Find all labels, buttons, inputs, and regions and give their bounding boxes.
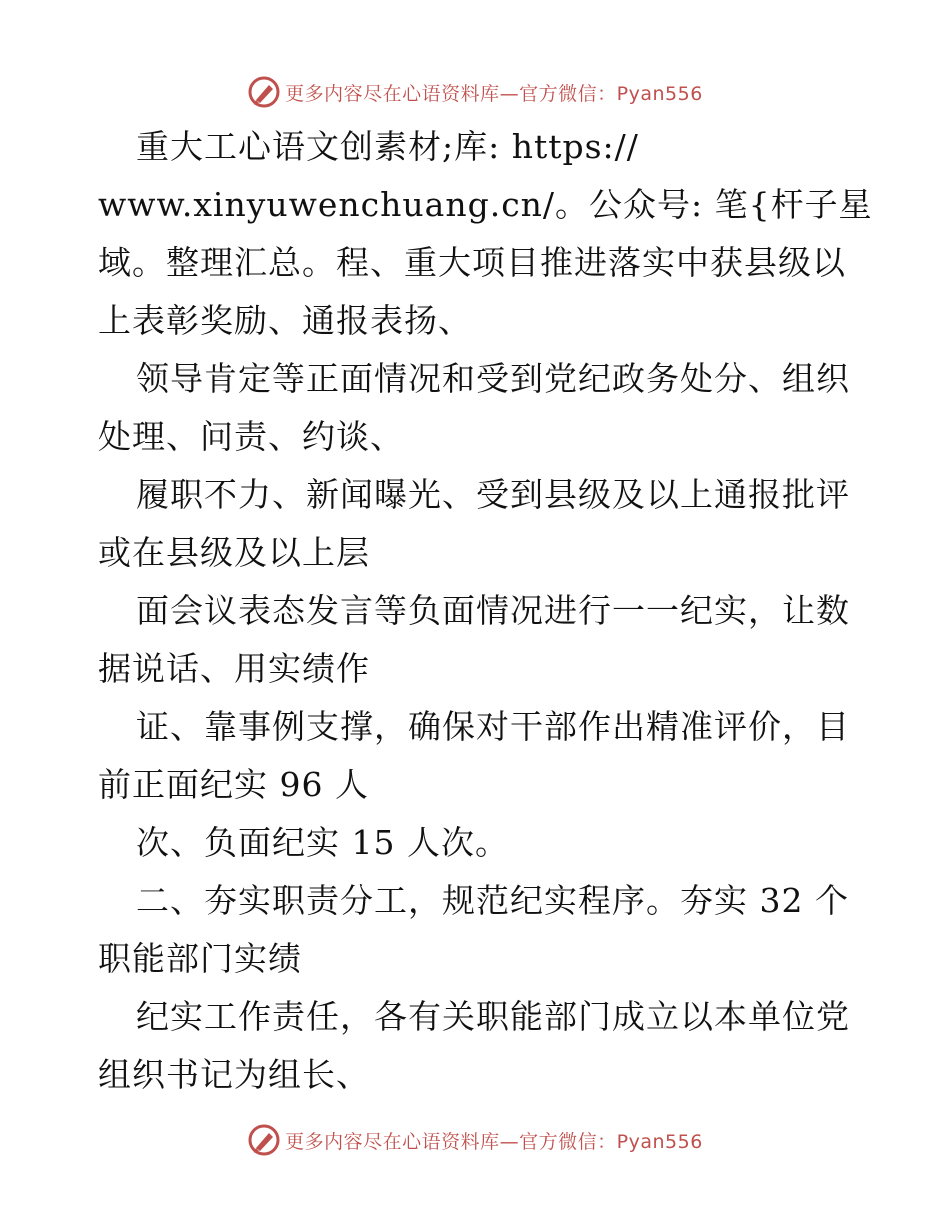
text-line: 域。整理汇总。程、重大项目推进落实中获县级以	[98, 243, 846, 282]
text-line: 纪实工作责任，各有关职能部门成立以本单位党	[136, 997, 850, 1036]
text-line: www.xinyuwenchuang.cn/。公众号: 笔{杆子星	[98, 185, 873, 224]
text-line: 据说话、用实绩作	[98, 649, 370, 688]
text-line: 重大工心语文创素材;库: https://	[136, 127, 639, 166]
text-line: 面会议表态发言等负面情况进行一一纪实，让数	[136, 591, 850, 630]
text-line: 次、负面纪实 15 人次。	[136, 823, 509, 862]
footer-banner-text: 更多内容尽在心语资料库—官方微信：Pyan556	[285, 1130, 703, 1153]
footer-banner	[0, 1120, 950, 1160]
text-line: 前正面纪实 96 人	[98, 765, 369, 804]
text-line: 组织书记为组长、	[98, 1055, 370, 1094]
document-body	[98, 118, 873, 1104]
text-line: 处理、问责、约谈、	[98, 417, 404, 456]
text-line: 二、夯实职责分工，规范纪实程序。夯实 32 个	[136, 881, 849, 920]
pen-logo-icon	[247, 1123, 281, 1157]
header-banner	[0, 72, 950, 112]
text-line: 领导肯定等正面情况和受到党纪政务处分、组织	[136, 359, 850, 398]
text-line: 证、靠事例支撑，确保对干部作出精准评价，目	[136, 707, 850, 746]
text-line: 上表彰奖励、通报表扬、	[98, 301, 472, 340]
pen-logo-icon	[247, 75, 281, 109]
text-line: 职能部门实绩	[98, 939, 302, 978]
text-line: 或在县级及以上层	[98, 533, 370, 572]
text-line: 履职不力、新闻曝光、受到县级及以上通报批评	[136, 475, 850, 514]
header-banner-text: 更多内容尽在心语资料库—官方微信：Pyan556	[285, 82, 703, 105]
